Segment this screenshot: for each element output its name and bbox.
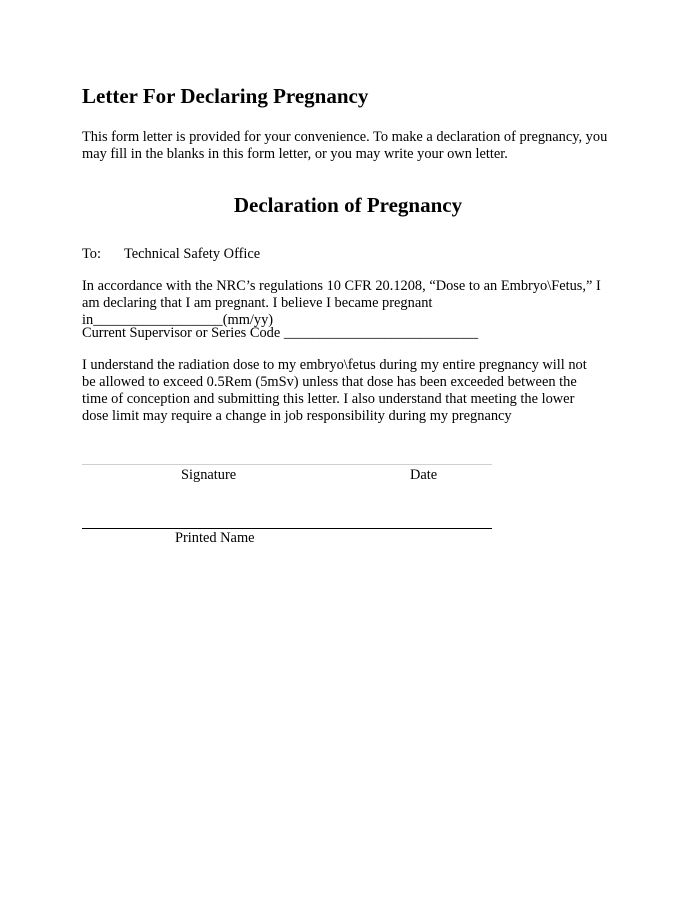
date-label: Date	[410, 467, 438, 483]
supervisor-field-line: Current Supervisor or Series Code ___________________________	[82, 325, 479, 341]
nrc-declaration-paragraph: In accordance with the NRC’s regulations 10 CFR 20.1208, “Dose to an Embryo\Fetus,” I am declaring that I am pregnant. I believe I became pregnant in__________________(mm/yy)	[82, 278, 601, 328]
signature-label: Signature	[181, 467, 237, 483]
to-recipient: Technical Safety Office	[124, 246, 261, 262]
printed-name-line	[82, 528, 492, 529]
printed-name-label: Printed Name	[175, 530, 255, 546]
intro-paragraph: This form letter is provided for your convenience. To make a declaration of pregnancy, you may fill in the blanks in this form letter, or you may write your own letter.	[82, 129, 608, 162]
to-label: To:	[82, 246, 101, 262]
signature-date-line	[82, 464, 492, 465]
understanding-paragraph: I understand the radiation dose to my embryo\fetus during my entire pregnancy will not be allowed to exceed 0.5Rem (5mSv) unless that dose has been exceeded between the time of conception and submitting this letter. I also understand that meeting the lower dose limit may require a change in job responsibility during my pregnancy	[82, 357, 587, 424]
to-line	[82, 246, 260, 263]
declaration-title: Declaration of Pregnancy	[233, 193, 463, 217]
document-heading: Letter For Declaring Pregnancy	[82, 84, 369, 108]
